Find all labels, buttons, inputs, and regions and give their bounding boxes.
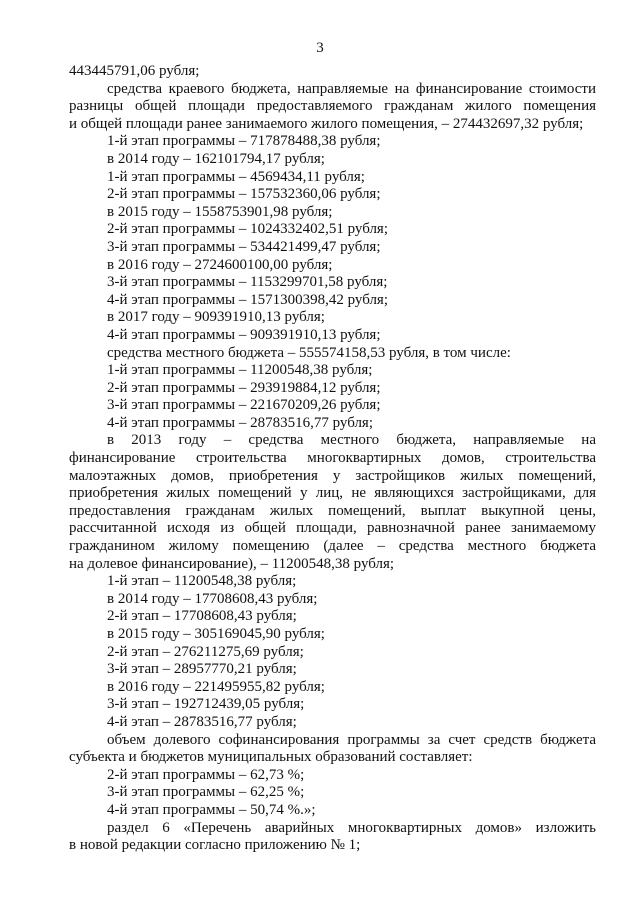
text-line: раздел 6 «Перечень аварийных многоквартирных домов» изложить — [107, 819, 596, 836]
text-line: в 2015 году – 305169045,90 рубля; — [107, 626, 325, 642]
page-number: 3 — [316, 40, 324, 56]
text-line: 3-й этап программы – 221670209,26 рубля; — [107, 397, 381, 414]
text-line: 3-й этап программы – 62,25 %; — [107, 784, 305, 801]
text-line: 3-й этап программы – 1153299701,58 рубля; — [107, 274, 388, 291]
text-line: приобретения жилых помещений у лиц, не являющихся застройщиками, для — [69, 485, 596, 502]
text-line: 2-й этап программы – 293919884,12 рубля; — [107, 379, 381, 396]
text-line: на долевое финансирование), – 11200548,38 рубля; — [69, 555, 395, 572]
text-line: в 2016 году – 221495955,82 рубля; — [107, 678, 325, 695]
text-line: 3-й этап – 192712439,05 рубля; — [107, 696, 305, 713]
text-line: 2-й этап – 276211275,69 рубля; — [107, 643, 304, 660]
text-line: 4-й этап программы – 28783516,77 рубля; — [107, 414, 374, 431]
text-line: 2-й этап программы – 157532360,06 рубля; — [107, 186, 381, 203]
text-line: 1-й этап программы – 717878488,38 рубля; — [107, 133, 381, 150]
document-body — [69, 63, 596, 855]
text-line: 4-й этап – 28783516,77 рубля; — [107, 713, 297, 730]
text-line: объем долевого софинансирования программы за счет средств бюджета — [107, 731, 596, 748]
text-line: 1-й этап – 11200548,38 рубля; — [107, 573, 297, 590]
text-line: в новой редакции согласно приложению № 1; — [69, 837, 361, 854]
text-line: средства краевого бюджета, направляемые на финансирование стоимости — [107, 80, 596, 97]
text-line: 443445791,06 рубля; — [69, 63, 200, 79]
text-line: 1-й этап программы – 11200548,38 рубля; — [107, 362, 373, 379]
text-line: в 2014 году – 162101794,17 рубля; — [107, 150, 325, 167]
text-line: разницы общей площади предоставляемого гражданам жилого помещения — [69, 98, 596, 115]
text-line: 3-й этап – 28957770,21 рубля; — [107, 661, 297, 678]
text-line: в 2016 году – 2724600100,00 рубля; — [107, 256, 333, 273]
text-line: в 2013 году – средства местного бюджета, направляемые на — [107, 432, 596, 449]
text-line: 2-й этап программы – 1024332402,51 рубля; — [107, 221, 389, 238]
text-line: 1-й этап программы – 4569434,11 рубля; — [107, 168, 365, 185]
text-line: 2-й этап – 17708608,43 рубля; — [107, 608, 297, 625]
text-line: 4-й этап программы – 50,74 %.»; — [107, 801, 316, 818]
text-line: субъекта и бюджетов муниципальных образований составляет: — [69, 749, 473, 766]
text-line: в 2017 году – 909391910,13 рубля; — [107, 309, 325, 326]
text-line: предоставления гражданам жилых помещений, выплат выкупной цены, — [69, 502, 596, 519]
text-line: финансирование строительства многоквартирных домов, строительства — [69, 450, 596, 467]
text-line: в 2014 году – 17708608,43 рубля; — [107, 590, 318, 607]
text-line: гражданином жилому помещению (далее – средства местного бюджета — [69, 538, 596, 555]
text-line: 4-й этап программы – 909391910,13 рубля; — [107, 326, 381, 343]
text-line: в 2015 году – 1558753901,98 рубля; — [107, 203, 333, 220]
text-line: и общей площади ранее занимаемого жилого помещения, – 274432697,32 рубля; — [69, 115, 584, 132]
text-line: средства местного бюджета – 555574158,53 рубля, в том числе: — [107, 344, 511, 361]
text-line: малоэтажных домов, приобретения у застройщиков жилых помещений, — [69, 467, 596, 484]
text-line: 3-й этап программы – 534421499,47 рубля; — [107, 238, 381, 255]
text-line: 4-й этап программы – 1571300398,42 рубля; — [107, 291, 389, 308]
text-line: 2-й этап программы – 62,73 %; — [107, 766, 305, 783]
text-line: рассчитанной исходя из общей площади, равнозначной ранее занимаемому — [69, 520, 596, 537]
